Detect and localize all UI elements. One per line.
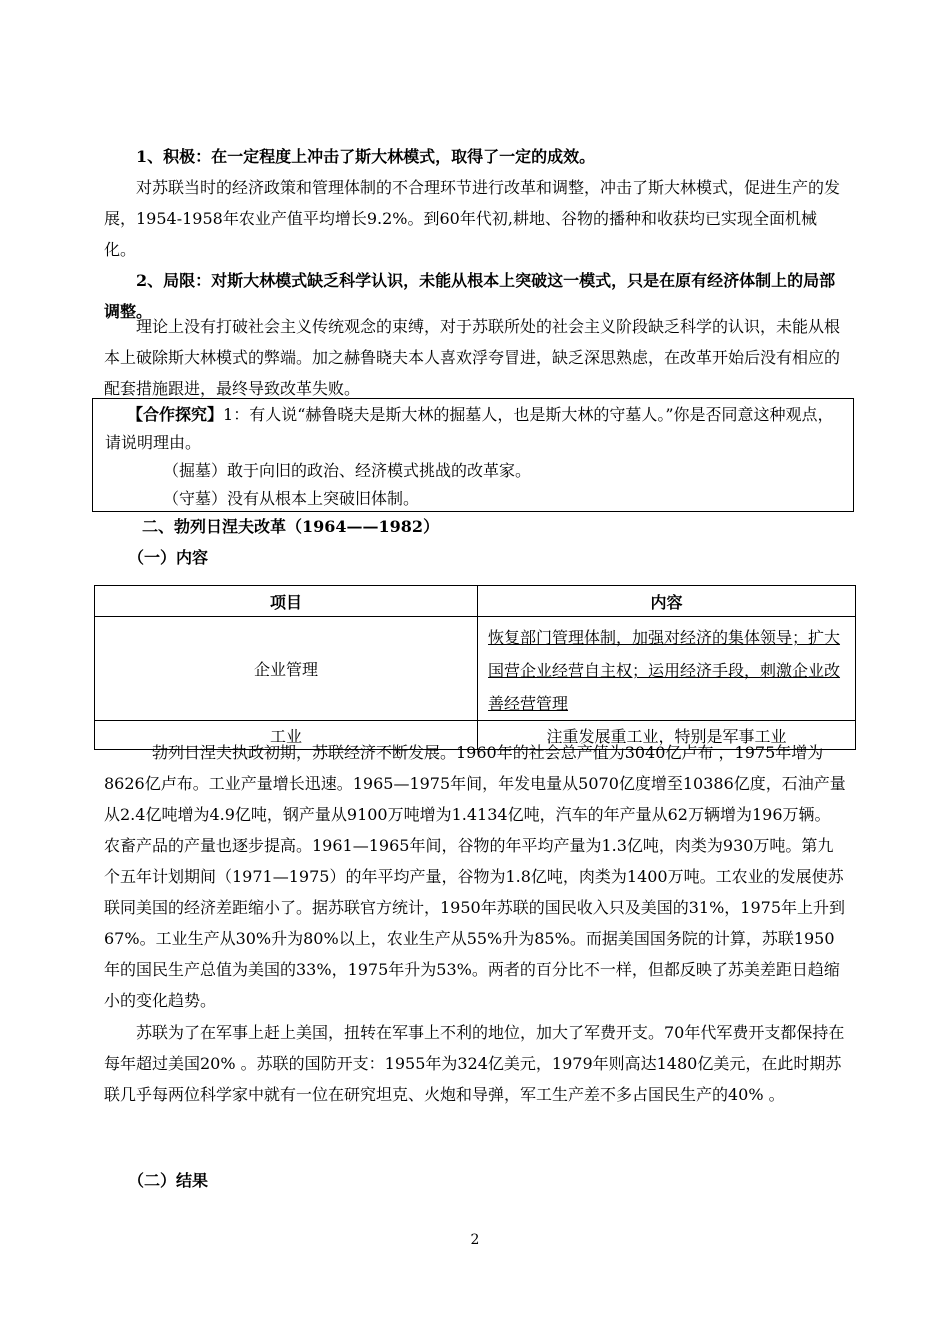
inquiry-answer-1: （掘墓）敢于向旧的政治、经济模式挑战的改革家。 [163,461,532,480]
table-cell-content [478,617,856,721]
section2-body: 理论上没有打破社会主义传统观念的束缚，对于苏联所处的社会主义阶段缺乏科学的认识，未能从根本上破除斯大林模式的弊端。加之赫鲁晓夫本人喜欢浮夸冒进，缺乏深思熟虑，在改革开始后没有相应的配套措施跟进，最终导致改革失败。 [104,317,841,398]
table-cell-content-text: 恢复部门管理体制，加强对经济的集体领导；扩大国营企业经营自主权；运用经济手段，刺激企业改善经营管理 [488,628,841,713]
part2-title: 二、勃列日涅夫改革（1964——1982） [142,517,440,536]
table-header-row [95,586,856,617]
table-header-item: 项目 [95,586,478,617]
inquiry-question: 1：有人说“赫鲁晓夫是斯大林的掘墓人，也是斯大林的守墓人。”你是否同意这种观点，请说明理由。 [105,405,834,452]
section2-heading: 2、局限：对斯大林模式缺乏科学认识，未能从根本上突破这一模式，只是在原有经济体制上的局部调整。 [104,271,836,321]
table-header-content: 内容 [478,586,856,617]
reform-content-table [94,585,856,750]
part2-sub1: （一）内容 [128,548,209,567]
paragraph-military-spending: 苏联为了在军事上赶上美国，扭转在军事上不利的地位，加大了军费开支。70年代军费开支都保持在每年超过美国20% 。苏联的国防开支：1955年为324亿美元，1979年则高达1480亿美元，在此时期苏联几乎每两位科学家中就有一位在研究坦克、火炮和导弹，军工生产差不多占国民生产的40% 。 [104,1023,845,1104]
table-cell-item: 工业 [95,721,478,750]
cooperative-inquiry-box [92,398,854,512]
page-number: 2 [470,1232,480,1248]
inquiry-question-line [105,401,843,457]
table-row [95,617,856,721]
table-cell-item: 企业管理 [95,617,478,721]
inquiry-answer-2: （守墓）没有从根本上突破旧体制。 [163,489,420,508]
table-cell-content: 注重发展重工业，特别是军事工业 [478,721,856,750]
section1-body: 对苏联当时的经济政策和管理体制的不合理环节进行改革和调整，冲击了斯大林模式，促进生产的发展，1954-1958年农业产值平均增长9.2%。到60年代初,耕地、谷物的播种和收获均已实现全面机械化。 [104,178,841,259]
paragraph-economic-growth: 勃列日涅夫执政初期，苏联经济不断发展。1960年的社会总产值为3040亿卢布 ，1975年增为8626亿卢布。工业产量增长迅速。1965—1975年间，年发电量从5070亿度增至10386亿度，石油产量从2.4亿吨增为4.9亿吨，钢产量从9100万吨增为1.4134亿吨，汽车的年产量从62万辆增为196万辆。农畜产品的产量也逐步提高。1961—1965年间，谷物的年平均产量为1.3亿吨，肉类为930万吨。第九个五年计划期间（1971—1975）的年平均产量，谷物为1.8亿吨，肉类为1400万吨。工农业的发展使苏联同美国的经济差距缩小了。据苏联官方统计，1950年苏联的国民收入只及美国的31%，1975年上升到67%。工业生产从30%升为80%以上，农业生产从55%升为85%。而据美国国务院的计算，苏联1950年的国民生产总值为美国的33%，1975年升为53%。两者的百分比不一样，但都反映了苏美差距日趋缩小的变化趋势。 [104,743,846,1010]
part2-sub2: （二）结果 [128,1171,209,1190]
section1-heading: 1、积极：在一定程度上冲击了斯大林模式，取得了一定的成效。 [136,147,596,166]
inquiry-label: 【合作探究】 [127,405,224,424]
